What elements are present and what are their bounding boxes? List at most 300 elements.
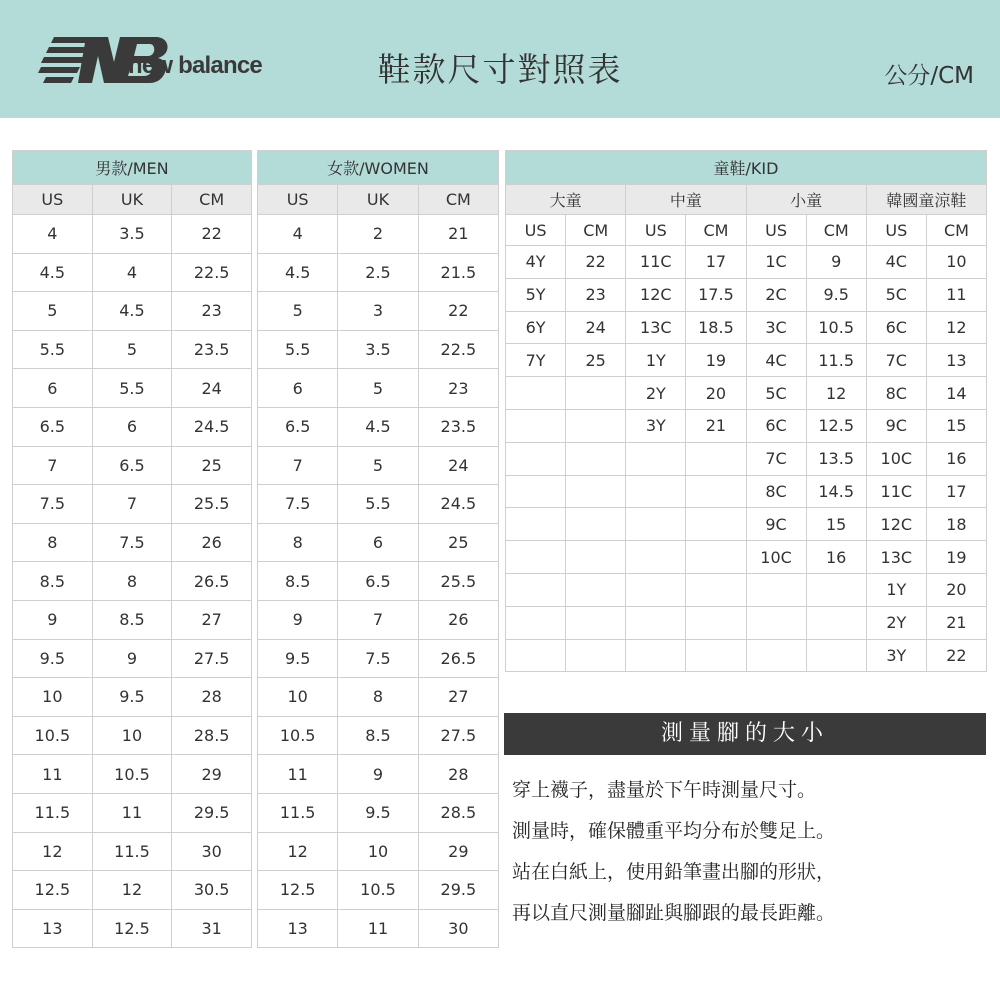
table-cell: 12C bbox=[626, 278, 686, 311]
instruction-line: 測量時，確保體重平均分布於雙足上。 bbox=[512, 820, 836, 842]
table-row bbox=[13, 446, 252, 485]
table-cell: 26.5 bbox=[418, 639, 498, 678]
table-cell: 28.5 bbox=[172, 716, 252, 755]
table-cell: 9.5 bbox=[92, 678, 172, 717]
instruction-line: 再以直尺測量腳趾與腳跟的最長距離。 bbox=[512, 902, 836, 924]
table-cell bbox=[506, 606, 566, 639]
table-cell bbox=[626, 541, 686, 574]
table-cell: 12.5 bbox=[258, 871, 338, 910]
table-cell: 6 bbox=[13, 369, 93, 408]
table-cell bbox=[686, 606, 746, 639]
table-cell: 9 bbox=[338, 755, 418, 794]
table-cell bbox=[626, 573, 686, 606]
table-cell: 7 bbox=[338, 600, 418, 639]
table-cell: 12.5 bbox=[92, 909, 172, 948]
table-cell bbox=[746, 639, 806, 672]
table-cell: 6 bbox=[338, 523, 418, 562]
table-row bbox=[258, 909, 499, 948]
table-cell: 3 bbox=[338, 292, 418, 331]
table-cell: 3Y bbox=[626, 409, 686, 442]
table-cell: 11 bbox=[13, 755, 93, 794]
table-row bbox=[506, 573, 987, 606]
table-cell: 11 bbox=[338, 909, 418, 948]
table-cell: 6C bbox=[866, 311, 926, 344]
table-cell: 29 bbox=[418, 832, 498, 871]
table-cell: 21 bbox=[686, 409, 746, 442]
table-cell: 10 bbox=[13, 678, 93, 717]
table-cell: 1C bbox=[746, 246, 806, 279]
table-cell: 12 bbox=[13, 832, 93, 871]
table-cell: 22 bbox=[172, 215, 252, 254]
table-row bbox=[258, 330, 499, 369]
table-cell: 24.5 bbox=[172, 407, 252, 446]
table-cell: 25 bbox=[566, 344, 626, 377]
table-cell: 9C bbox=[866, 409, 926, 442]
table-row bbox=[13, 871, 252, 910]
table-cell: 7C bbox=[866, 344, 926, 377]
table-cell: 2C bbox=[746, 278, 806, 311]
table-row bbox=[258, 639, 499, 678]
table-cell: 7.5 bbox=[338, 639, 418, 678]
table-row bbox=[13, 755, 252, 794]
table-cell bbox=[686, 573, 746, 606]
table-cell: 2Y bbox=[866, 606, 926, 639]
table-cell: 2.5 bbox=[338, 253, 418, 292]
table-cell: 10 bbox=[926, 246, 986, 279]
table-cell: 9.5 bbox=[338, 793, 418, 832]
table-row bbox=[258, 369, 499, 408]
table-cell: 1Y bbox=[626, 344, 686, 377]
table-row bbox=[506, 409, 987, 442]
table-row bbox=[13, 215, 252, 254]
table-cell: 22 bbox=[566, 246, 626, 279]
table-cell bbox=[506, 377, 566, 410]
table-cell: 4Y bbox=[506, 246, 566, 279]
table-cell: 25.5 bbox=[172, 485, 252, 524]
table-row bbox=[258, 755, 499, 794]
table-cell bbox=[566, 409, 626, 442]
table-cell bbox=[566, 442, 626, 475]
table-cell: 20 bbox=[926, 573, 986, 606]
table-cell bbox=[566, 377, 626, 410]
table-cell: 10 bbox=[92, 716, 172, 755]
table-cell: 10 bbox=[258, 678, 338, 717]
table-cell: 28 bbox=[418, 755, 498, 794]
table-cell: 14.5 bbox=[806, 475, 866, 508]
men-column-header: UK bbox=[92, 185, 172, 215]
table-cell: 23 bbox=[566, 278, 626, 311]
table-cell bbox=[566, 573, 626, 606]
table-cell: 4C bbox=[746, 344, 806, 377]
table-cell: 13 bbox=[926, 344, 986, 377]
table-cell bbox=[506, 442, 566, 475]
table-cell: 5C bbox=[866, 278, 926, 311]
table-row bbox=[13, 832, 252, 871]
kid-column-header: US bbox=[746, 215, 806, 246]
table-cell: 9.5 bbox=[13, 639, 93, 678]
table-cell bbox=[506, 475, 566, 508]
table-row bbox=[506, 606, 987, 639]
table-row bbox=[506, 377, 987, 410]
table-cell: 1Y bbox=[866, 573, 926, 606]
table-cell: 9 bbox=[92, 639, 172, 678]
table-cell bbox=[626, 442, 686, 475]
table-cell: 4C bbox=[866, 246, 926, 279]
table-cell: 31 bbox=[172, 909, 252, 948]
table-cell: 10.5 bbox=[92, 755, 172, 794]
table-row bbox=[258, 678, 499, 717]
table-cell bbox=[566, 475, 626, 508]
table-row bbox=[506, 278, 987, 311]
table-row bbox=[506, 541, 987, 574]
table-cell: 8.5 bbox=[92, 600, 172, 639]
table-cell bbox=[626, 639, 686, 672]
table-cell: 22.5 bbox=[172, 253, 252, 292]
table-cell: 21 bbox=[418, 215, 498, 254]
table-row bbox=[13, 600, 252, 639]
table-cell: 21.5 bbox=[418, 253, 498, 292]
table-cell: 3C bbox=[746, 311, 806, 344]
table-cell: 3.5 bbox=[338, 330, 418, 369]
table-cell: 4 bbox=[258, 215, 338, 254]
table-cell: 29.5 bbox=[418, 871, 498, 910]
table-cell: 13.5 bbox=[806, 442, 866, 475]
table-cell bbox=[506, 573, 566, 606]
table-cell: 5.5 bbox=[13, 330, 93, 369]
measure-instructions bbox=[512, 780, 982, 944]
table-row bbox=[258, 562, 499, 601]
table-cell: 9 bbox=[258, 600, 338, 639]
table-cell: 13C bbox=[866, 541, 926, 574]
table-cell: 4 bbox=[13, 215, 93, 254]
table-cell: 7 bbox=[13, 446, 93, 485]
table-cell: 7.5 bbox=[92, 523, 172, 562]
table-row bbox=[258, 292, 499, 331]
table-cell: 26.5 bbox=[172, 562, 252, 601]
table-cell: 5.5 bbox=[338, 485, 418, 524]
table-cell bbox=[746, 573, 806, 606]
table-row bbox=[13, 793, 252, 832]
table-row bbox=[506, 311, 987, 344]
table-cell: 7 bbox=[258, 446, 338, 485]
table-cell: 12 bbox=[806, 377, 866, 410]
table-cell: 9 bbox=[13, 600, 93, 639]
table-cell: 11 bbox=[926, 278, 986, 311]
kid-column-header: CM bbox=[806, 215, 866, 246]
table-cell bbox=[626, 475, 686, 508]
women-column-header: US bbox=[258, 185, 338, 215]
table-cell: 5 bbox=[338, 369, 418, 408]
table-row bbox=[13, 369, 252, 408]
table-cell: 5 bbox=[92, 330, 172, 369]
table-cell bbox=[506, 409, 566, 442]
table-cell: 2 bbox=[338, 215, 418, 254]
table-cell: 7.5 bbox=[13, 485, 93, 524]
table-cell: 23 bbox=[418, 369, 498, 408]
table-cell: 27 bbox=[418, 678, 498, 717]
kid-column-header: CM bbox=[566, 215, 626, 246]
table-cell: 11.5 bbox=[806, 344, 866, 377]
table-cell: 24.5 bbox=[418, 485, 498, 524]
table-cell: 21 bbox=[926, 606, 986, 639]
table-cell: 18.5 bbox=[686, 311, 746, 344]
table-cell bbox=[506, 508, 566, 541]
table-cell: 24 bbox=[566, 311, 626, 344]
table-row bbox=[258, 600, 499, 639]
table-cell: 10.5 bbox=[258, 716, 338, 755]
unit-label: 公分/CM bbox=[884, 63, 974, 89]
table-cell: 15 bbox=[926, 409, 986, 442]
kid-group-header: 韓國童涼鞋 bbox=[866, 185, 986, 215]
table-cell: 8 bbox=[92, 562, 172, 601]
table-row bbox=[258, 215, 499, 254]
table-cell: 10.5 bbox=[338, 871, 418, 910]
table-row bbox=[258, 832, 499, 871]
women-size-table bbox=[257, 150, 499, 948]
table-cell: 23 bbox=[172, 292, 252, 331]
table-cell: 23.5 bbox=[172, 330, 252, 369]
table-cell: 16 bbox=[806, 541, 866, 574]
measure-section-title: 測量腳的大小 bbox=[504, 713, 986, 755]
table-cell: 5 bbox=[13, 292, 93, 331]
table-cell: 22 bbox=[926, 639, 986, 672]
table-cell: 10C bbox=[866, 442, 926, 475]
table-cell: 8 bbox=[13, 523, 93, 562]
table-cell: 30 bbox=[172, 832, 252, 871]
table-cell: 10 bbox=[338, 832, 418, 871]
kid-column-header: US bbox=[626, 215, 686, 246]
table-row bbox=[506, 508, 987, 541]
men-size-table bbox=[12, 150, 252, 948]
table-cell: 9.5 bbox=[806, 278, 866, 311]
instruction-line: 穿上襪子，盡量於下午時測量尺寸。 bbox=[512, 779, 817, 801]
table-cell bbox=[806, 573, 866, 606]
table-row bbox=[506, 639, 987, 672]
table-cell: 29.5 bbox=[172, 793, 252, 832]
kid-size-table bbox=[505, 150, 987, 672]
table-cell: 6 bbox=[258, 369, 338, 408]
table-cell: 22.5 bbox=[418, 330, 498, 369]
table-cell bbox=[566, 606, 626, 639]
table-cell: 24 bbox=[418, 446, 498, 485]
table-cell: 20 bbox=[686, 377, 746, 410]
table-cell: 11.5 bbox=[92, 832, 172, 871]
table-cell: 13 bbox=[258, 909, 338, 948]
table-row bbox=[13, 562, 252, 601]
table-row bbox=[258, 716, 499, 755]
table-cell: 7Y bbox=[506, 344, 566, 377]
table-cell: 5 bbox=[258, 292, 338, 331]
instruction-line: 站在白紙上，使用鉛筆畫出腳的形狀， bbox=[512, 861, 836, 883]
table-row bbox=[13, 485, 252, 524]
table-cell bbox=[686, 508, 746, 541]
table-cell: 8C bbox=[866, 377, 926, 410]
table-cell: 15 bbox=[806, 508, 866, 541]
table-cell: 24 bbox=[172, 369, 252, 408]
table-cell: 12 bbox=[92, 871, 172, 910]
kid-column-header: CM bbox=[686, 215, 746, 246]
table-cell: 13 bbox=[13, 909, 93, 948]
table-cell: 19 bbox=[926, 541, 986, 574]
table-row bbox=[13, 716, 252, 755]
table-cell bbox=[806, 606, 866, 639]
table-row bbox=[13, 407, 252, 446]
table-cell bbox=[506, 541, 566, 574]
table-cell: 6.5 bbox=[258, 407, 338, 446]
table-cell: 12C bbox=[866, 508, 926, 541]
table-cell: 12 bbox=[926, 311, 986, 344]
table-cell bbox=[566, 541, 626, 574]
table-cell: 8 bbox=[338, 678, 418, 717]
table-cell: 19 bbox=[686, 344, 746, 377]
table-row bbox=[506, 246, 987, 279]
table-cell: 6C bbox=[746, 409, 806, 442]
table-cell: 4.5 bbox=[338, 407, 418, 446]
brand-name: new balance bbox=[128, 52, 262, 79]
table-cell bbox=[566, 508, 626, 541]
women-column-header: CM bbox=[418, 185, 498, 215]
table-cell: 7.5 bbox=[258, 485, 338, 524]
table-cell: 14 bbox=[926, 377, 986, 410]
table-cell: 10.5 bbox=[806, 311, 866, 344]
table-cell: 8.5 bbox=[338, 716, 418, 755]
table-row bbox=[13, 523, 252, 562]
kid-group-header: 大童 bbox=[506, 185, 626, 215]
table-cell bbox=[746, 606, 806, 639]
table-cell: 10.5 bbox=[13, 716, 93, 755]
table-cell: 6Y bbox=[506, 311, 566, 344]
table-cell: 8.5 bbox=[13, 562, 93, 601]
table-cell: 30 bbox=[418, 909, 498, 948]
table-cell bbox=[626, 606, 686, 639]
table-cell: 22 bbox=[418, 292, 498, 331]
table-row bbox=[13, 292, 252, 331]
table-cell: 9 bbox=[806, 246, 866, 279]
table-cell: 16 bbox=[926, 442, 986, 475]
table-row bbox=[258, 446, 499, 485]
table-cell bbox=[686, 475, 746, 508]
kid-column-header: US bbox=[866, 215, 926, 246]
table-row bbox=[258, 523, 499, 562]
table-cell: 5.5 bbox=[92, 369, 172, 408]
table-cell: 2Y bbox=[626, 377, 686, 410]
table-cell: 5C bbox=[746, 377, 806, 410]
table-cell: 12 bbox=[258, 832, 338, 871]
men-table-title: 男款/MEN bbox=[13, 151, 252, 185]
table-cell: 18 bbox=[926, 508, 986, 541]
table-cell: 5.5 bbox=[258, 330, 338, 369]
table-cell: 17 bbox=[686, 246, 746, 279]
men-column-header: US bbox=[13, 185, 93, 215]
table-cell: 6.5 bbox=[92, 446, 172, 485]
table-cell: 9C bbox=[746, 508, 806, 541]
table-row bbox=[258, 253, 499, 292]
table-cell: 7C bbox=[746, 442, 806, 475]
table-cell: 8.5 bbox=[258, 562, 338, 601]
table-cell: 28 bbox=[172, 678, 252, 717]
table-cell: 26 bbox=[172, 523, 252, 562]
table-cell bbox=[686, 541, 746, 574]
kid-column-header: US bbox=[506, 215, 566, 246]
table-cell bbox=[566, 639, 626, 672]
kid-column-header: CM bbox=[926, 215, 986, 246]
table-cell: 17.5 bbox=[686, 278, 746, 311]
table-cell: 8C bbox=[746, 475, 806, 508]
table-cell: 4.5 bbox=[13, 253, 93, 292]
table-cell: 11.5 bbox=[258, 793, 338, 832]
table-cell: 8 bbox=[258, 523, 338, 562]
table-row bbox=[506, 442, 987, 475]
table-cell: 11C bbox=[866, 475, 926, 508]
table-cell: 3Y bbox=[866, 639, 926, 672]
table-cell bbox=[686, 442, 746, 475]
table-cell: 12.5 bbox=[13, 871, 93, 910]
table-cell: 25.5 bbox=[418, 562, 498, 601]
men-column-header: CM bbox=[172, 185, 252, 215]
table-cell: 6.5 bbox=[13, 407, 93, 446]
table-cell: 4.5 bbox=[92, 292, 172, 331]
table-cell: 7 bbox=[92, 485, 172, 524]
table-cell: 6 bbox=[92, 407, 172, 446]
table-row bbox=[13, 253, 252, 292]
table-cell: 4 bbox=[92, 253, 172, 292]
table-cell: 29 bbox=[172, 755, 252, 794]
table-cell: 13C bbox=[626, 311, 686, 344]
table-cell: 11.5 bbox=[13, 793, 93, 832]
table-cell: 25 bbox=[172, 446, 252, 485]
table-row bbox=[506, 344, 987, 377]
table-cell: 27 bbox=[172, 600, 252, 639]
table-row bbox=[13, 639, 252, 678]
table-row bbox=[258, 871, 499, 910]
table-row bbox=[506, 475, 987, 508]
table-cell: 11 bbox=[92, 793, 172, 832]
page-title: 鞋款尺寸對照表 bbox=[377, 50, 623, 89]
table-cell bbox=[506, 639, 566, 672]
table-cell: 11 bbox=[258, 755, 338, 794]
table-row bbox=[13, 330, 252, 369]
kid-group-header: 小童 bbox=[746, 185, 866, 215]
table-row bbox=[258, 793, 499, 832]
table-cell: 26 bbox=[418, 600, 498, 639]
women-column-header: UK bbox=[338, 185, 418, 215]
women-table-title: 女款/WOMEN bbox=[258, 151, 499, 185]
table-cell: 12.5 bbox=[806, 409, 866, 442]
table-cell: 17 bbox=[926, 475, 986, 508]
table-cell: 4.5 bbox=[258, 253, 338, 292]
table-cell: 5 bbox=[338, 446, 418, 485]
table-row bbox=[258, 485, 499, 524]
table-row bbox=[13, 909, 252, 948]
table-cell bbox=[626, 508, 686, 541]
table-cell: 25 bbox=[418, 523, 498, 562]
table-cell: 23.5 bbox=[418, 407, 498, 446]
table-row bbox=[13, 678, 252, 717]
table-cell: 27.5 bbox=[172, 639, 252, 678]
table-cell: 28.5 bbox=[418, 793, 498, 832]
table-cell bbox=[686, 639, 746, 672]
header-banner bbox=[0, 0, 1000, 118]
table-cell: 9.5 bbox=[258, 639, 338, 678]
kid-group-header: 中童 bbox=[626, 185, 746, 215]
table-cell: 11C bbox=[626, 246, 686, 279]
table-cell: 30.5 bbox=[172, 871, 252, 910]
table-cell bbox=[806, 639, 866, 672]
kid-table-title: 童鞋/KID bbox=[506, 151, 987, 185]
table-cell: 3.5 bbox=[92, 215, 172, 254]
table-cell: 6.5 bbox=[338, 562, 418, 601]
table-cell: 27.5 bbox=[418, 716, 498, 755]
